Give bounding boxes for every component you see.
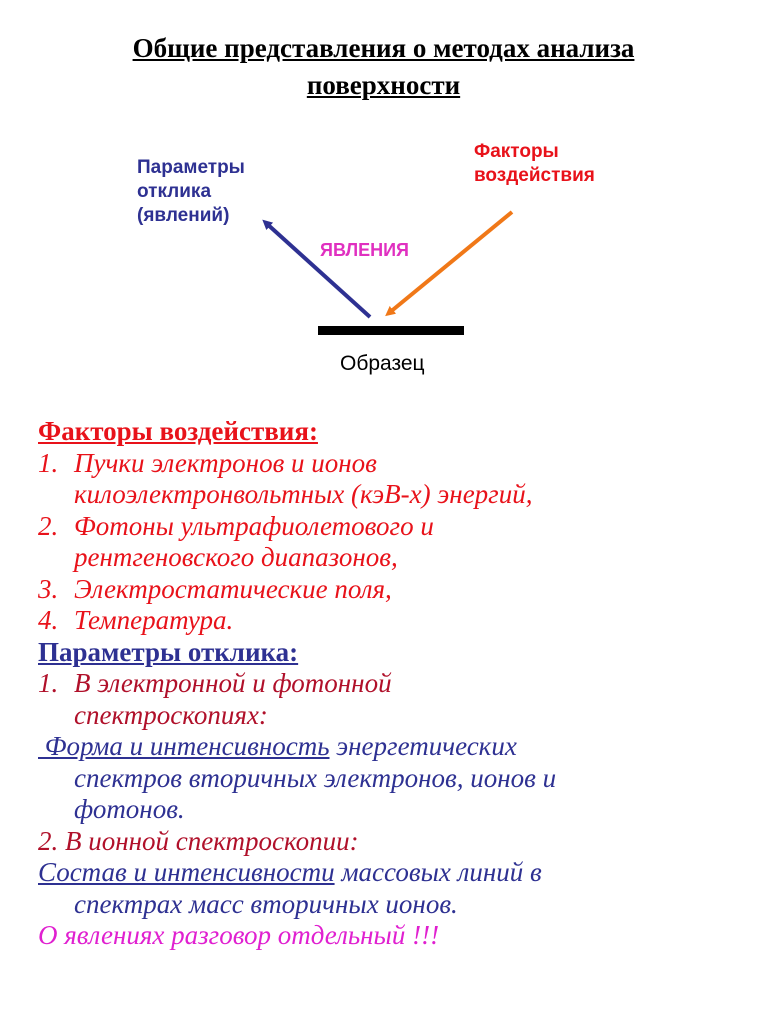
response-label <box>137 156 245 228</box>
underlined-phrase: Состав и интенсивности <box>38 857 335 887</box>
list-item-number: 1. <box>38 668 59 698</box>
list-item-number: 2. <box>38 510 59 541</box>
response-paragraph-1 <box>38 731 748 826</box>
list-item-text: спектроскопиях: <box>74 699 268 730</box>
list-item <box>38 668 748 731</box>
factors-arrow <box>389 212 512 313</box>
paragraph-text: спектров вторичных электронов, ионов и <box>74 762 557 793</box>
response-heading: Параметры отклика: <box>38 636 299 667</box>
response-label-line: (явлений) <box>137 205 230 226</box>
page-title <box>0 30 767 104</box>
response-item-2: 2. В ионной спектроскопии: <box>38 825 359 856</box>
paragraph-text: энергетических <box>329 731 517 761</box>
paragraph-text: спектрах масс вторичных ионов. <box>74 888 458 919</box>
factors-label <box>474 140 595 188</box>
content-body <box>38 416 748 952</box>
list-item-text: Фотоны ультрафиолетового и <box>74 510 434 541</box>
list-item <box>38 511 748 574</box>
list-item-number: 3. <box>38 573 59 604</box>
paragraph-text: фотонов. <box>74 794 185 824</box>
list-item-text: Температура. <box>74 605 234 635</box>
sample-bar <box>318 326 464 335</box>
list-item-text: Пучки электронов и ионов <box>74 447 377 478</box>
response-paragraph-2 <box>38 857 748 920</box>
list-item-text: Электростатические поля, <box>74 573 392 604</box>
title-line-2: поверхности <box>306 70 461 100</box>
closing-note: О явлениях разговор отдельный !!! <box>38 920 440 950</box>
response-label-line: отклика <box>137 181 212 202</box>
list-item-text: килоэлектронвольтных (кэВ-х) энергий, <box>74 479 533 509</box>
list-item <box>38 605 748 637</box>
list-item <box>38 574 748 606</box>
list-item-text: В электронной и фотонной <box>74 668 392 698</box>
title-line-1: Общие представления о методах анализа <box>132 33 635 63</box>
factors-label-line: Факторы <box>474 141 559 162</box>
phenomena-label: ЯВЛЕНИЯ <box>320 240 409 260</box>
list-item-number: 1. <box>38 447 59 478</box>
factors-label-line: воздействия <box>474 165 595 186</box>
paragraph-text: массовых линий в <box>334 857 542 887</box>
sample-label: Образец <box>340 352 425 375</box>
response-label-line: Параметры <box>137 157 245 178</box>
list-item-number: 4. <box>38 605 59 635</box>
factors-heading: Факторы воздействия: <box>38 416 318 446</box>
underlined-phrase: Форма и интенсивность <box>38 731 330 761</box>
list-item <box>38 448 748 511</box>
list-item-text: рентгеновского диапазонов, <box>74 542 398 572</box>
